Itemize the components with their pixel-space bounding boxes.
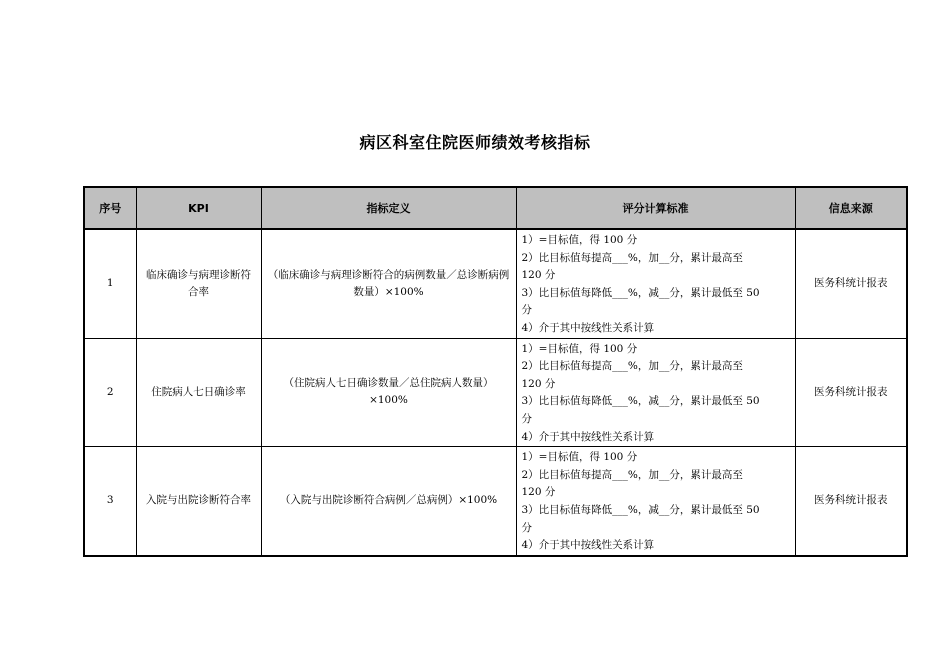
criteria-line: 1）=目标值，得 100 分 bbox=[521, 234, 638, 246]
criteria-line: 120 分 bbox=[521, 269, 556, 282]
header-kpi: KPI bbox=[136, 187, 261, 229]
criteria-line: 分 bbox=[521, 521, 532, 534]
criteria-line: 1）=目标值，得 100 分 bbox=[521, 451, 638, 464]
cell-kpi: 临床确诊与病理诊断符合率 bbox=[136, 229, 261, 338]
document-title: 病区科室住院医师绩效考核指标 bbox=[359, 133, 591, 152]
table-row bbox=[84, 338, 907, 447]
criteria-line: 分 bbox=[521, 304, 532, 317]
cell-definition: （住院病人七日确诊数量／总住院病人数量）×100% bbox=[261, 338, 516, 447]
criteria-line: 120 分 bbox=[521, 377, 556, 390]
cell-kpi: 入院与出院诊断符合率 bbox=[136, 447, 261, 556]
table-row bbox=[84, 229, 907, 338]
table-header-row bbox=[84, 187, 907, 229]
cell-definition: （入院与出院诊断符合病例／总病例）×100% bbox=[261, 447, 516, 556]
criteria-line: 2）比目标值每提高___%，加__分，累计最高至 bbox=[521, 251, 743, 264]
criteria-line: 3）比目标值每降低___%，减__分，累计最低至 50 bbox=[521, 503, 760, 516]
cell-source: 医务科统计报表 bbox=[795, 447, 907, 556]
cell-source: 医务科统计报表 bbox=[795, 229, 907, 338]
table-row bbox=[84, 447, 907, 556]
criteria-line: 4）介于其中按线性关系计算 bbox=[521, 430, 655, 443]
cell-kpi: 住院病人七日确诊率 bbox=[136, 338, 261, 447]
criteria-line: 3）比目标值每降低___%，减__分，累计最低至 50 bbox=[521, 286, 760, 299]
cell-criteria bbox=[516, 447, 795, 556]
header-source: 信息来源 bbox=[795, 187, 907, 229]
criteria-line: 1）=目标值，得 100 分 bbox=[521, 342, 638, 355]
header-index: 序号 bbox=[84, 187, 136, 229]
criteria-line: 120 分 bbox=[521, 486, 556, 499]
cell-index: 1 bbox=[84, 229, 136, 338]
criteria-line: 2）比目标值每提高___%，加__分，累计最高至 bbox=[521, 360, 743, 373]
cell-index: 3 bbox=[84, 447, 136, 556]
cell-criteria bbox=[516, 338, 795, 447]
kpi-table bbox=[83, 186, 908, 557]
cell-source: 医务科统计报表 bbox=[795, 338, 907, 447]
criteria-line: 4）介于其中按线性关系计算 bbox=[521, 321, 655, 334]
header-definition: 指标定义 bbox=[261, 187, 516, 229]
header-criteria: 评分计算标准 bbox=[516, 187, 795, 229]
criteria-line: 2）比目标值每提高___%，加__分，累计最高至 bbox=[521, 468, 743, 481]
cell-definition: （临床确诊与病理诊断符合的病例数量／总诊断病例数量）×100% bbox=[261, 229, 516, 338]
criteria-line: 3）比目标值每降低___%，减__分，累计最低至 50 bbox=[521, 395, 760, 408]
cell-criteria bbox=[516, 229, 795, 338]
criteria-line: 4）介于其中按线性关系计算 bbox=[521, 539, 655, 552]
cell-index: 2 bbox=[84, 338, 136, 447]
criteria-line: 分 bbox=[521, 412, 532, 425]
